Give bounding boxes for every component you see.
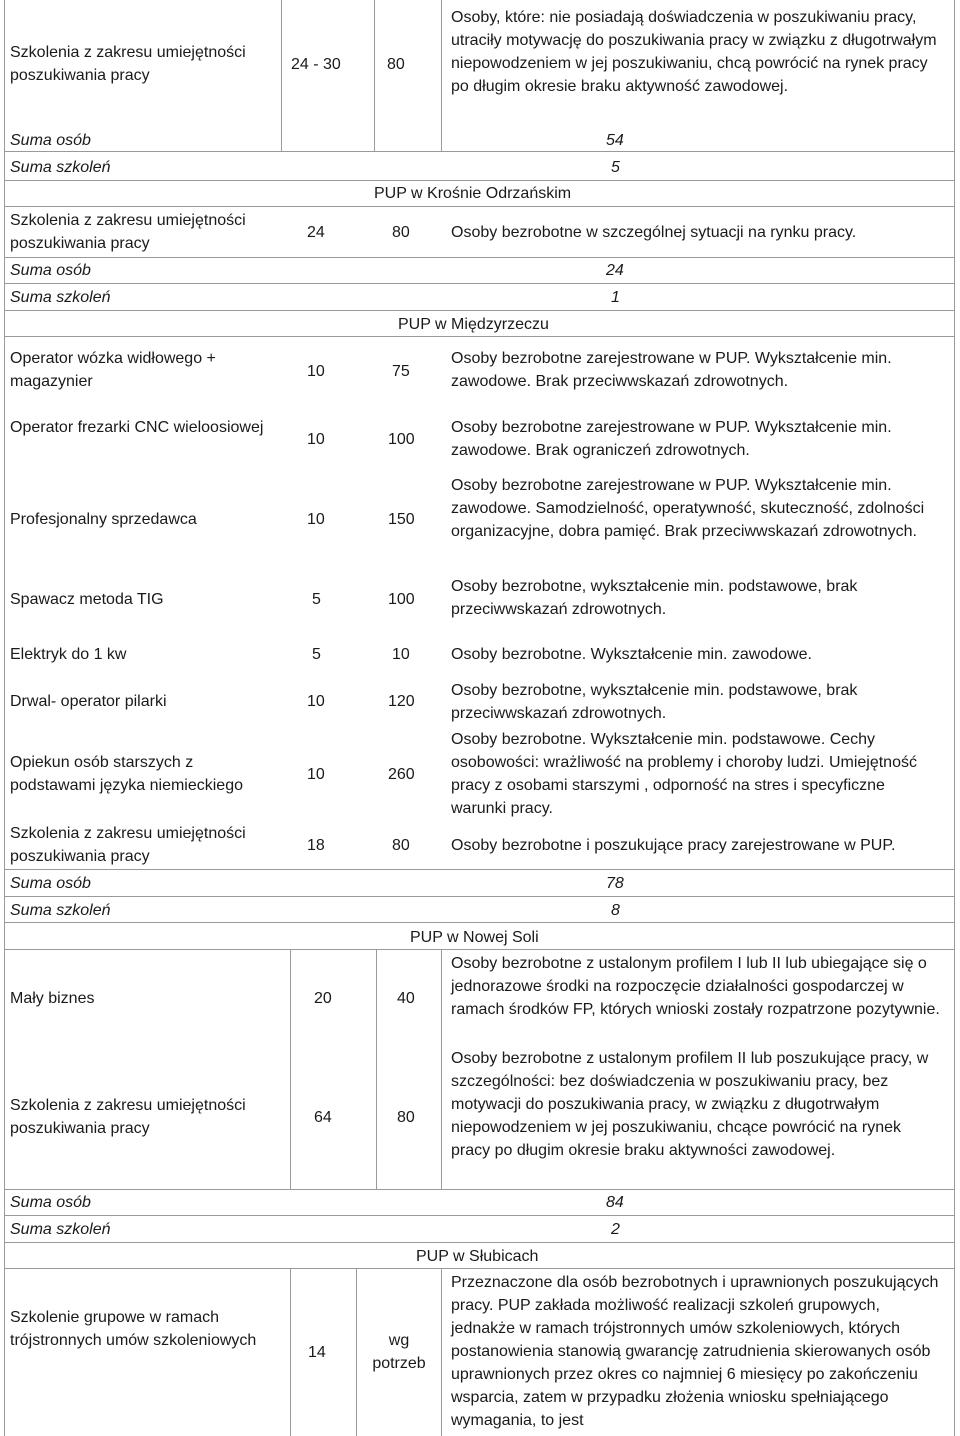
training-hours: 100 (388, 591, 415, 608)
participant-count: 24 - 30 (291, 56, 341, 73)
sum-trainings-label: Suma szkoleń (10, 1221, 111, 1238)
participant-count: 10 (307, 363, 325, 380)
training-hours: 10 (392, 646, 410, 663)
row-divider (4, 257, 954, 258)
training-name: Operator wózka widłowego + magazynier (10, 350, 216, 390)
training-name: Profesjonalny sprzedawca (10, 511, 197, 528)
row-divider (4, 180, 954, 181)
training-name: Szkolenia z zakresu umiejętności poszukiwania pracy (10, 825, 246, 865)
target-group-description: Osoby bezrobotne w szczególnej sytuacji na rynku pracy. (451, 224, 857, 241)
target-group-description: Osoby bezrobotne. Wykształcenie min. zawodowe. (451, 646, 812, 663)
office-header: PUP w Międzyrzeczu (398, 316, 549, 333)
column-divider (356, 1268, 357, 1436)
table-border (4, 0, 5, 1436)
participant-count: 24 (307, 224, 325, 241)
participant-count: 14 (308, 1344, 326, 1361)
row-divider (4, 1215, 954, 1216)
target-group-description: Osoby bezrobotne zarejestrowane w PUP. Wykształcenie min. zawodowe. Brak przeciwwskazań zdrowotnych. (451, 350, 892, 390)
row-divider (4, 283, 954, 284)
training-hours: 100 (388, 431, 415, 448)
column-divider (290, 1268, 291, 1436)
training-name: Opiekun osób starszych z podstawami języka niemieckiego (10, 754, 243, 794)
target-group-description: Osoby bezrobotne. Wykształcenie min. podstawowe. Cechy osobowości: wrażliwość na problemy i choroby ludzi. Umiejętność pracy z osobami starszymi , odporność na stres i specyficzne warunki pracy. (451, 731, 917, 817)
row-divider (4, 336, 954, 337)
row-divider (4, 1242, 954, 1243)
sum-persons-label: Suma osób (10, 1194, 91, 1211)
training-hours: 80 (392, 224, 410, 241)
target-group-description: Osoby bezrobotne, wykształcenie min. podstawowe, brak przeciwwskazań zdrowotnych. (451, 682, 858, 722)
participant-count: 5 (312, 591, 321, 608)
office-header: PUP w Krośnie Odrzańskim (374, 185, 572, 202)
training-hours: 260 (388, 766, 415, 783)
column-divider (290, 949, 291, 1189)
sum-persons-value: 54 (606, 132, 624, 149)
participant-count: 20 (314, 990, 332, 1007)
participant-count: 10 (307, 431, 325, 448)
row-divider (4, 1189, 954, 1190)
training-hours: 150 (388, 511, 415, 528)
sum-persons-value: 78 (606, 875, 624, 892)
sum-persons-label: Suma osób (10, 262, 91, 279)
sum-persons-value: 24 (606, 262, 624, 279)
training-name: Spawacz metoda TIG (10, 591, 164, 608)
row-divider (4, 310, 954, 311)
office-header: PUP w Słubicach (416, 1248, 539, 1265)
sum-trainings-value: 2 (611, 1221, 620, 1238)
target-group-description: Osoby bezrobotne z ustalonym profilem I lub II lub ubiegające się o jednorazowe środki na rozpoczęcie działalności gospodarczej w ramach środków FP, których wnioski zostały rozpatrzone pozytywnie. (451, 955, 940, 1018)
training-name: Szkolenia z zakresu umiejętności poszukiwania pracy (10, 1097, 246, 1137)
row-divider (4, 206, 954, 207)
row-divider (4, 949, 954, 950)
target-group-description: Osoby bezrobotne zarejestrowane w PUP. Wykształcenie min. zawodowe. Brak ograniczeń zdrowotnych. (451, 419, 892, 459)
participant-count: 64 (314, 1109, 332, 1126)
sum-persons-value: 84 (606, 1194, 624, 1211)
training-hours: 75 (392, 363, 410, 380)
training-name: Elektryk do 1 kw (10, 646, 127, 663)
target-group-description: Osoby bezrobotne z ustalonym profilem II lub poszukujące pracy, w szczególności: bez doświadczenia w poszukiwaniu pracy, bez motywacji do poszukiwania pracy, w związku z długotrwałym niepowodzeniem w jej poszukiwaniu, chcące powrócić na rynek pracy po długim okresie braku aktywności zawodowej. (451, 1050, 929, 1159)
training-hours: 40 (397, 990, 415, 1007)
column-divider (441, 1268, 442, 1436)
row-divider (4, 1268, 954, 1269)
column-divider (281, 0, 282, 151)
column-divider (441, 949, 442, 1189)
sum-trainings-label: Suma szkoleń (10, 159, 111, 176)
row-divider (4, 922, 954, 923)
sum-trainings-value: 8 (611, 902, 620, 919)
training-name: Szkolenia z zakresu umiejętności poszukiwania pracy (10, 212, 246, 252)
training-name: Drwal- operator pilarki (10, 693, 167, 710)
participant-count: 18 (307, 837, 325, 854)
sum-trainings-value: 5 (611, 159, 620, 176)
target-group-description: Osoby bezrobotne zarejestrowane w PUP. Wykształcenie min. zawodowe. Samodzielność, operatywność, skuteczność, zdolności organizacyjne, dobra pamięć. Brak przeciwwskazań zdrowotnych. (451, 477, 925, 540)
column-divider (376, 949, 377, 1189)
row-divider (4, 151, 954, 152)
participant-count: 10 (307, 511, 325, 528)
sum-trainings-label: Suma szkoleń (10, 902, 111, 919)
training-hours: 120 (388, 693, 415, 710)
participant-count: 5 (312, 646, 321, 663)
target-group-description: Osoby bezrobotne, wykształcenie min. podstawowe, brak przeciwwskazań zdrowotnych. (451, 578, 858, 618)
training-hours: 80 (387, 56, 405, 73)
training-name: Szkolenie grupowe w ramach trójstronnych umów szkoleniowych (10, 1309, 257, 1349)
sum-trainings-label: Suma szkoleń (10, 289, 111, 306)
training-name: Mały biznes (10, 990, 95, 1007)
participant-count: 10 (307, 693, 325, 710)
training-hours: 80 (392, 837, 410, 854)
sum-persons-label: Suma osób (10, 132, 91, 149)
column-divider (441, 0, 442, 151)
sum-persons-label: Suma osób (10, 875, 91, 892)
training-hours: 80 (397, 1109, 415, 1126)
target-group-description: Osoby, które: nie posiadają doświadczenia w poszukiwaniu pracy, utraciły motywację do poszukiwania pracy w związku z długotrwałym niepowodzeniem w jej poszukiwaniu, chcą powrócić na rynek pracy po długim okresie braku aktywność zawodowej. (451, 9, 937, 95)
row-divider (4, 896, 954, 897)
target-group-description: Przeznaczone dla osób bezrobotnych i uprawnionych poszukujących pracy. PUP zakłada możliwość realizacji szkoleń grupowych, jednakże w ramach trójstronnych umów szkoleniowych, których postanowienia stanowią gwarancję zatrudnienia skierowanych osób uprawnionych przez okres co najmniej 6 miesięcy po zakończeniu wsparcia, zatem w przypadku złożenia wniosku spełniającego wymagania, to jest (451, 1274, 939, 1429)
column-divider (374, 0, 375, 151)
participant-count: 10 (307, 766, 325, 783)
office-header: PUP w Nowej Soli (410, 929, 539, 946)
training-name: Operator frezarki CNC wieloosiowej (10, 419, 264, 436)
training-name: Szkolenia z zakresu umiejętności poszukiwania pracy (10, 44, 246, 84)
row-divider (4, 869, 954, 870)
table-border (954, 0, 955, 1436)
sum-trainings-value: 1 (611, 289, 620, 306)
target-group-description: Osoby bezrobotne i poszukujące pracy zarejestrowane w PUP. (451, 837, 896, 854)
training-hours: wg potrzeb (372, 1332, 426, 1372)
